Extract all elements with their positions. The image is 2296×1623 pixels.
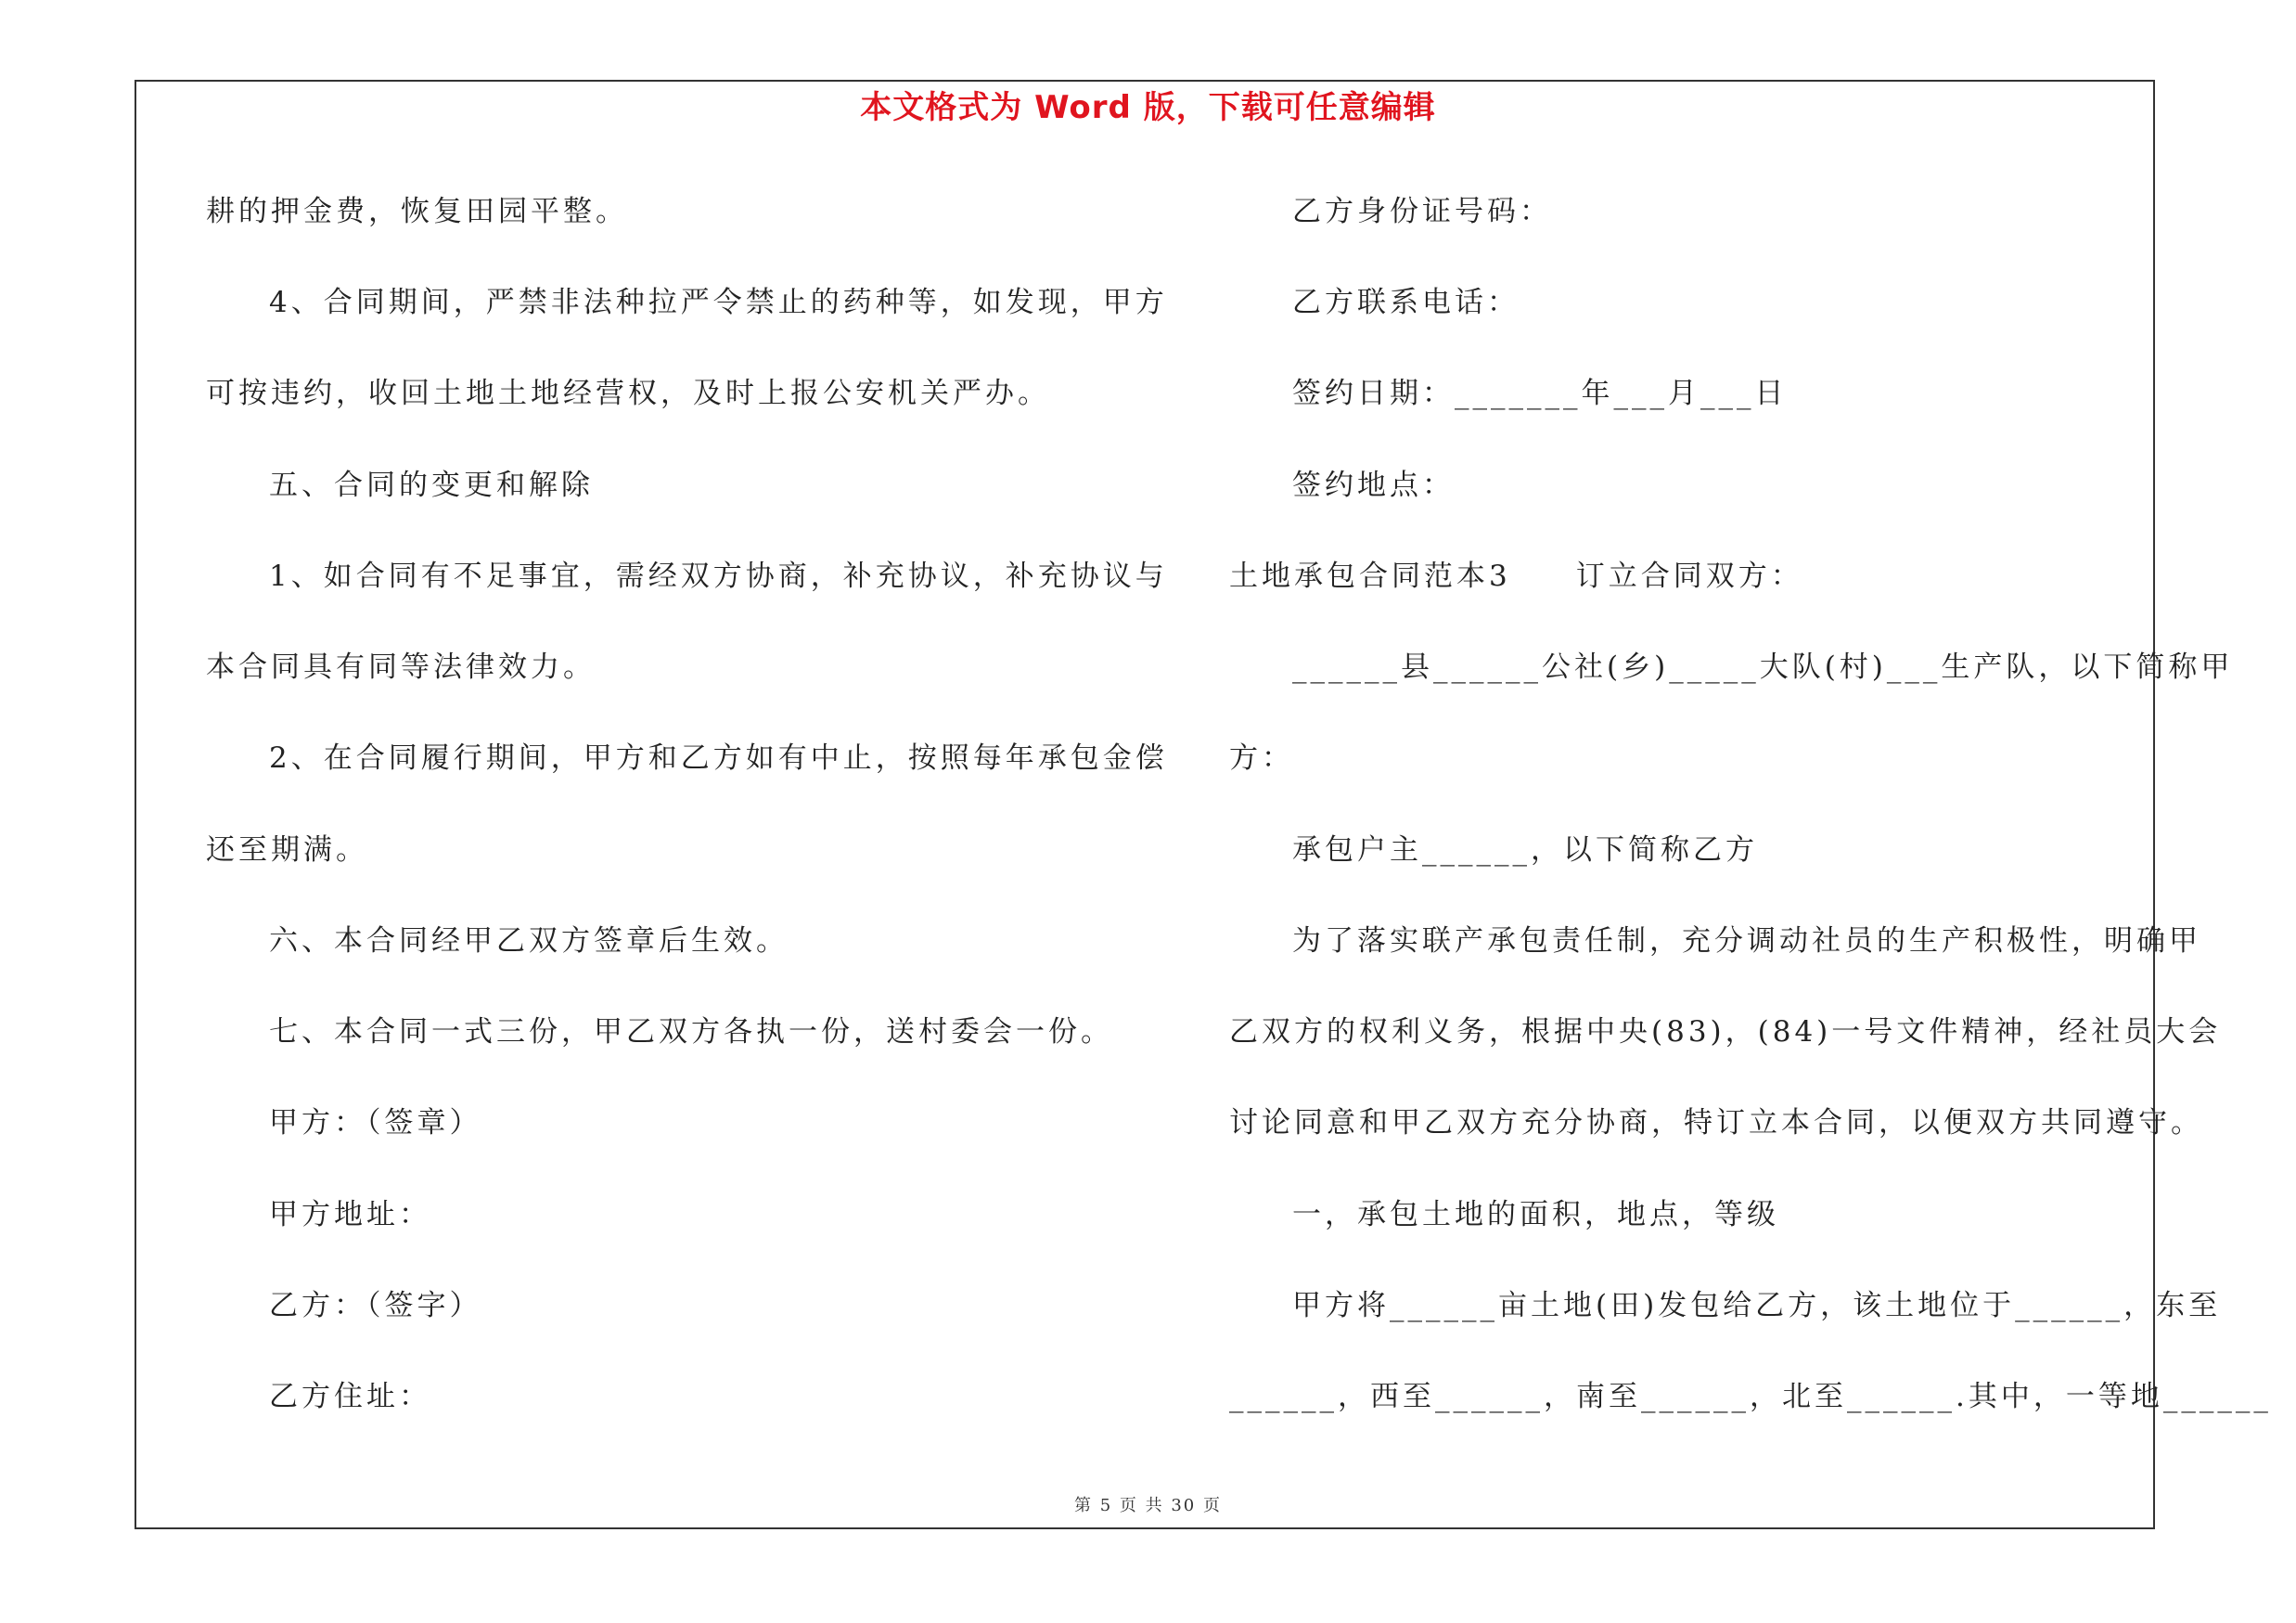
page-number: 第 5 页 共 30 页 bbox=[1074, 1496, 1222, 1515]
section-heading: 六、本合同经甲乙双方签章后生效。 bbox=[269, 924, 789, 958]
signature-label: 甲方：（签章） bbox=[269, 1106, 482, 1140]
address-label: 乙方住址： bbox=[269, 1380, 431, 1413]
text-line: 讨论同意和甲乙双方充分协商，特订立本合同，以便双方共同遵守。 bbox=[1229, 1106, 2203, 1140]
section-heading: 五、合同的变更和解除 bbox=[269, 469, 594, 502]
format-banner: 本文格式为 Word 版，下载可任意编辑 bbox=[860, 89, 1436, 126]
text-line: 承包户主______，以下简称乙方 bbox=[1292, 833, 1758, 867]
text-line: 为了落实联产承包责任制，充分调动社员的生产积极性，明确甲 bbox=[1292, 924, 2201, 958]
section-heading: 一，承包土地的面积，地点，等级 bbox=[1292, 1198, 1779, 1231]
signature-label: 乙方：（签字） bbox=[269, 1289, 482, 1322]
sign-date-label: 签约日期：_______年___月___日 bbox=[1292, 377, 1788, 410]
sign-place-label: 签约地点： bbox=[1292, 469, 1455, 502]
phone-label: 乙方联系电话： bbox=[1292, 286, 1520, 319]
text-line: ______，西至______，南至______，北至______.其中，一等地______ bbox=[1229, 1380, 2272, 1413]
text-line: 耕的押金费，恢复田园平整。 bbox=[206, 195, 628, 228]
id-number-label: 乙方身份证号码： bbox=[1292, 195, 1552, 228]
text-line: 4、合同期间，严禁非法种拉严令禁止的药种等，如发现，甲方 bbox=[269, 286, 1168, 319]
text-line: 1、如合同有不足事宜，需经双方协商，补充协议，补充协议与 bbox=[269, 560, 1168, 593]
address-label: 甲方地址： bbox=[269, 1198, 431, 1231]
text-line: 2、在合同履行期间，甲方和乙方如有中止，按照每年承包金偿 bbox=[269, 741, 1168, 775]
text-line: ______县______公社(乡)_____大队(村)___生产队，以下简称甲 bbox=[1292, 650, 2234, 684]
text-line: 甲方将______亩土地(田)发包给乙方，该土地位于______，东至 bbox=[1292, 1289, 2222, 1322]
text-line: 还至期满。 bbox=[206, 833, 368, 867]
text-line: 本合同具有同等法律效力。 bbox=[206, 650, 596, 684]
section-heading: 七、本合同一式三份，甲乙双方各执一份，送村委会一份。 bbox=[269, 1015, 1113, 1049]
contract-title: 土地承包合同范本3 订立合同双方： bbox=[1229, 560, 1803, 593]
text-line: 乙双方的权利义务，根据中央(83)，(84)一号文件精神，经社员大会 bbox=[1229, 1015, 2222, 1049]
text-line: 可按违约，收回土地土地经营权，及时上报公安机关严办。 bbox=[206, 377, 1050, 410]
text-line: 方： bbox=[1229, 741, 1294, 775]
